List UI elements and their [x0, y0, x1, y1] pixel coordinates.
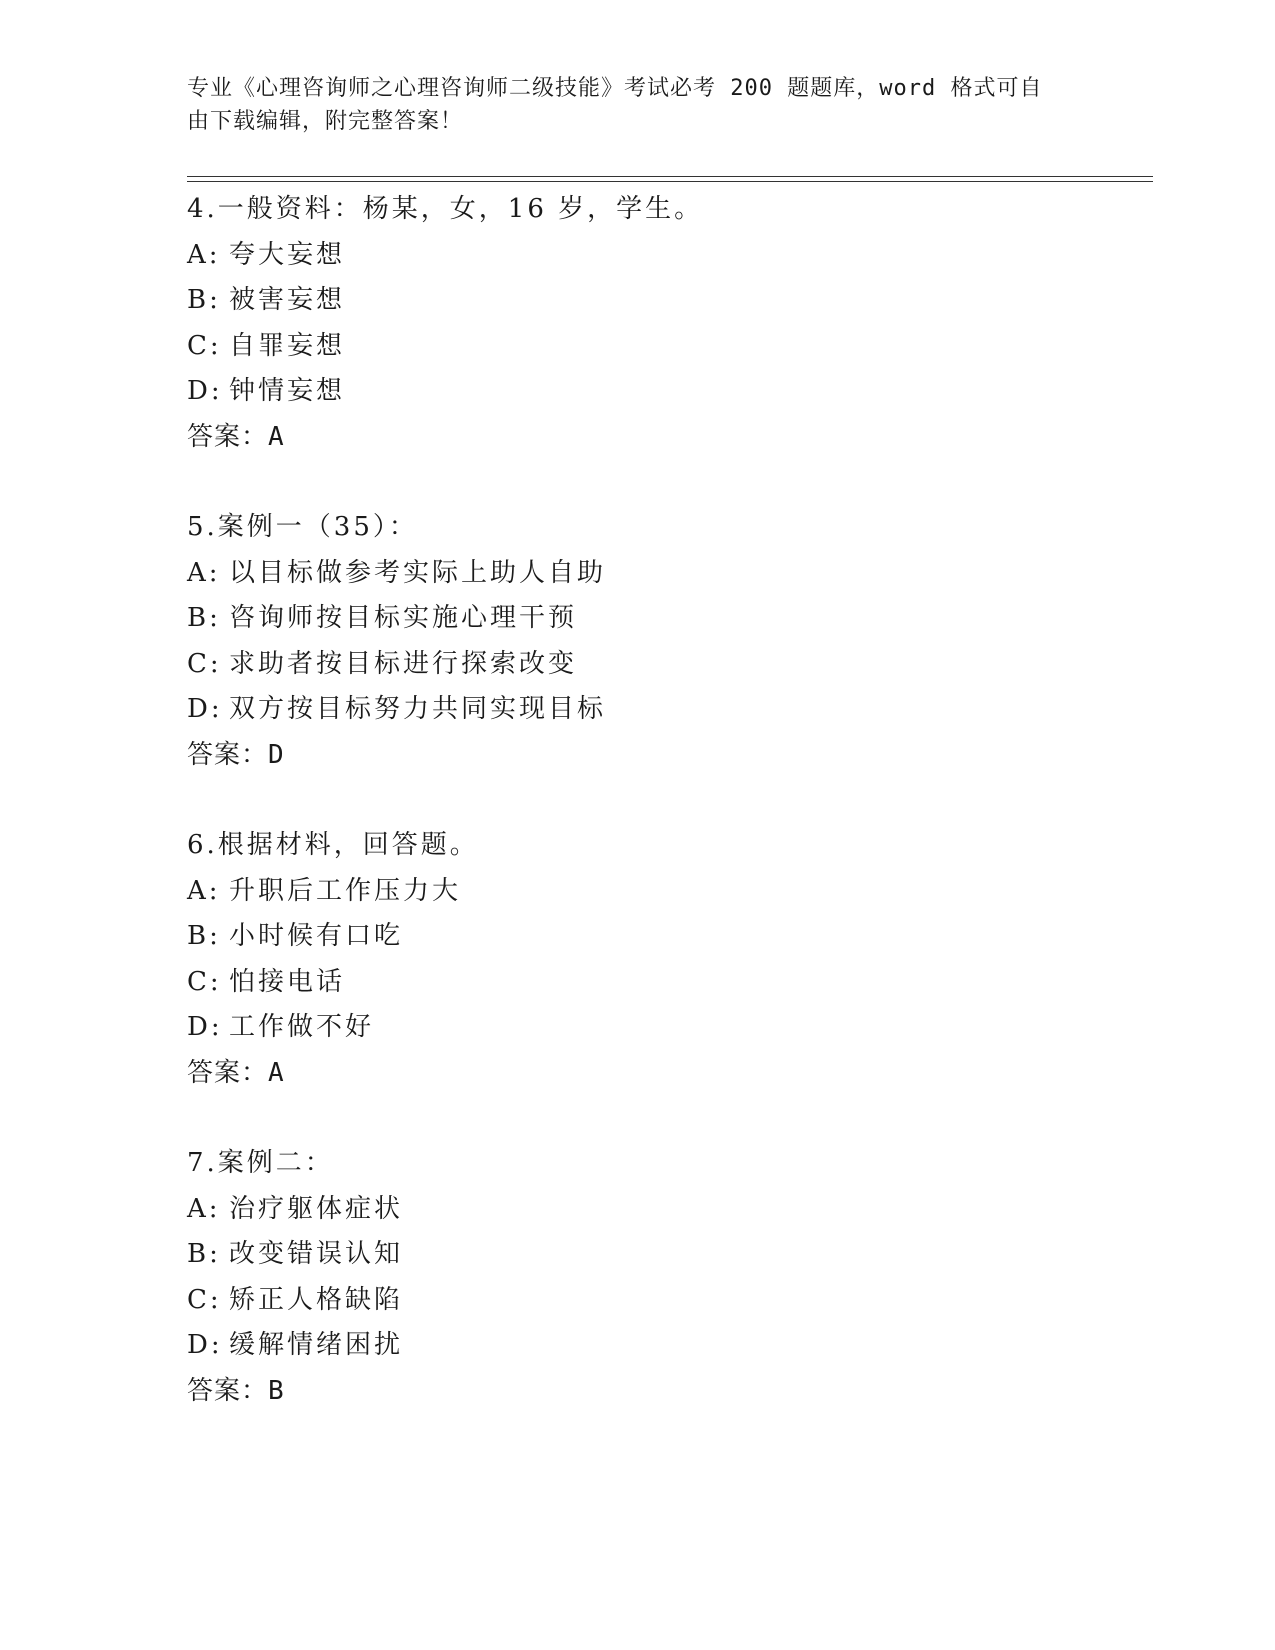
- answer-value: A: [268, 1057, 284, 1088]
- option-b: [187, 1232, 1147, 1278]
- option-key: A:: [187, 875, 221, 906]
- answer-label: 答案：: [187, 1057, 269, 1088]
- answer-line: [187, 415, 1147, 461]
- question-stem: 4.一般资料：杨某，女，16 岁，学生。: [187, 194, 704, 224]
- option-text: 咨询师按目标实施心理干预: [229, 603, 578, 633]
- header-divider-bottom: [187, 181, 1153, 182]
- option-key: D:: [187, 1012, 223, 1042]
- option-c: [187, 960, 1147, 1006]
- question-item: [187, 1141, 1147, 1414]
- option-key: B:: [187, 285, 221, 315]
- question-stem: 5.案例一（35）：: [187, 512, 418, 542]
- option-b: [187, 278, 1147, 324]
- option-text: 升职后工作压力大: [229, 875, 462, 906]
- option-c: [187, 324, 1147, 370]
- option-key: A:: [187, 1193, 221, 1224]
- option-text: 钟情妄想: [229, 376, 346, 406]
- option-a: [187, 551, 1147, 597]
- option-d: [187, 1005, 1147, 1051]
- question-item: [187, 823, 1147, 1096]
- option-text: 被害妄想: [229, 285, 346, 315]
- option-text: 矫正人格缺陷: [229, 1284, 404, 1315]
- option-d: [187, 1323, 1147, 1369]
- option-text: 治疗躯体症状: [229, 1193, 404, 1224]
- answer-label: 答案：: [187, 421, 269, 452]
- option-d: [187, 687, 1147, 733]
- option-key: D:: [187, 1330, 223, 1360]
- option-b: [187, 914, 1147, 960]
- option-c: [187, 642, 1147, 688]
- option-d: [187, 369, 1147, 415]
- option-text: 以目标做参考实际上助人自助: [229, 557, 607, 588]
- answer-value: A: [268, 421, 284, 452]
- header-divider-top: [187, 176, 1153, 177]
- option-a: [187, 233, 1147, 279]
- answer-label: 答案：: [187, 739, 269, 770]
- option-text: 夸大妄想: [229, 239, 346, 270]
- option-text: 缓解情绪困扰: [229, 1330, 404, 1360]
- option-key: B:: [187, 1239, 221, 1269]
- option-key: A:: [187, 557, 221, 588]
- option-key: C:: [187, 648, 222, 679]
- option-b: [187, 596, 1147, 642]
- question-stem: 7.案例二：: [187, 1148, 334, 1178]
- option-key: B:: [187, 603, 221, 633]
- option-key: D:: [187, 376, 223, 406]
- document-header: [187, 72, 1067, 138]
- answer-line: [187, 1051, 1147, 1097]
- option-a: [187, 869, 1147, 915]
- option-key: C:: [187, 330, 222, 361]
- option-key: B:: [187, 921, 221, 951]
- option-text: 双方按目标努力共同实现目标: [229, 694, 607, 724]
- answer-label: 答案：: [187, 1375, 269, 1406]
- option-key: D:: [187, 694, 223, 724]
- option-text: 工作做不好: [229, 1012, 375, 1042]
- answer-value: B: [268, 1375, 284, 1406]
- header-line-2: 由下载编辑，附完整答案！: [187, 109, 464, 134]
- answer-line: [187, 733, 1147, 779]
- question-list: [187, 187, 1147, 1414]
- option-text: 小时候有口吃: [229, 921, 404, 951]
- option-key: C:: [187, 1284, 222, 1315]
- option-text: 自罪妄想: [229, 330, 346, 361]
- option-key: C:: [187, 966, 222, 997]
- option-key: A:: [187, 239, 221, 270]
- option-a: [187, 1187, 1147, 1233]
- option-text: 怕接电话: [229, 966, 346, 997]
- header-line-1: 专业《心理咨询师之心理咨询师二级技能》考试必考 200 题题库，word 格式可自: [187, 76, 1043, 101]
- option-c: [187, 1278, 1147, 1324]
- option-text: 求助者按目标进行探索改变: [229, 648, 578, 679]
- question-item: [187, 505, 1147, 778]
- option-text: 改变错误认知: [229, 1239, 404, 1269]
- question-item: [187, 187, 1147, 460]
- question-stem: 6.根据材料，回答题。: [187, 830, 479, 860]
- answer-line: [187, 1369, 1147, 1415]
- answer-value: D: [268, 739, 284, 770]
